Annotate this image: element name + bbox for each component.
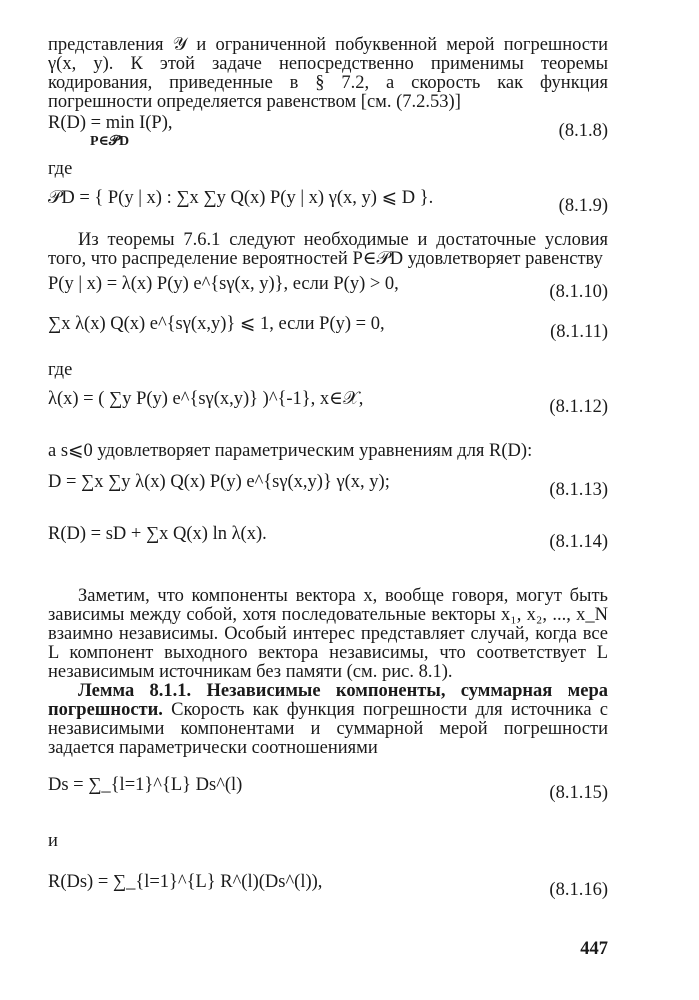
equation-8-1-15 <box>48 776 608 832</box>
equation-number: (8.1.10) <box>549 282 608 302</box>
equation-body: R(D) = sD + ∑x Q(x) ln λ(x). <box>48 524 267 544</box>
equation-number: (8.1.15) <box>549 783 608 803</box>
equation-body: Ds = ∑_{l=1}^{L} Ds^(l) <box>48 775 243 795</box>
equation-body: D = ∑x ∑y λ(x) Q(x) P(y) e^{sγ(x,y)} γ(x, y); <box>48 472 390 492</box>
page-number: 447 <box>580 939 608 959</box>
intro-paragraph: представления 𝒴 и ограниченной побуквенной мерой погрешности γ(x, y). К этой задаче непосредственно применимы теоремы кодирования, приведенные в § 7.2, а скорость как функция погрешности определяется равенством [см. (7.2.53)] <box>48 35 608 112</box>
equation-number: (8.1.11) <box>550 322 608 342</box>
where-label: где <box>48 159 73 179</box>
equation-body: λ(x) = ( ∑y P(y) e^{sγ(x,y)} )^{-1}, x∈𝒳, <box>48 389 364 409</box>
equation-body: R(D) = min I(P), <box>48 113 173 133</box>
equation-8-1-12 <box>48 390 608 438</box>
where-label: где <box>48 360 73 380</box>
note-paragraph: Заметим, что компоненты вектора x, вообще говоря, могут быть зависимы между собой, хотя последовательные векторы x₁, x₂, ..., x_N взаимно независимы. Особый интерес представляет случай, когда все L компонент выходного вектора независимы, что соответствует L независимым источникам без памяти (см. рис. 8.1). <box>48 586 608 682</box>
book-page <box>48 36 608 996</box>
equation-number: (8.1.16) <box>549 880 608 900</box>
equation-number: (8.1.9) <box>558 196 608 216</box>
equation-8-1-10 <box>48 275 608 309</box>
equation-8-1-14 <box>48 525 608 581</box>
equation-body: R(Ds) = ∑_{l=1}^{L} R^(l)(Ds^(l)), <box>48 872 323 892</box>
equation-8-1-8 <box>48 114 608 148</box>
equation-body: P(y | x) = λ(x) P(y) e^{sγ(x, y)}, если P(y) > 0, <box>48 274 399 294</box>
and-label: и <box>48 831 58 851</box>
lemma-text: Скорость как функция погрешности для источника с независимыми компонентами и суммарной мерой погрешности задается параметрически соотношениями <box>48 700 608 758</box>
equation-8-1-9 <box>48 189 608 229</box>
equation-8-1-11 <box>48 315 608 355</box>
equation-8-1-16 <box>48 873 608 929</box>
equation-body: 𝒫D = { P(y | x) : ∑x ∑y Q(x) P(y | x) γ(x, y) ⩽ D }. <box>48 188 434 208</box>
equation-number: (8.1.13) <box>549 480 608 500</box>
equation-body: ∑x λ(x) Q(x) e^{sγ(x,y)} ⩽ 1, если P(y) = 0, <box>48 314 385 334</box>
theorem-paragraph: Из теоремы 7.6.1 следуют необходимые и достаточные условия того, что распределение вероятностей P∈𝒫D удовлетворяет равенству <box>48 230 608 269</box>
lemma-paragraph <box>48 682 608 758</box>
equation-number: (8.1.14) <box>549 532 608 552</box>
equation-subscript: P∈𝒫D <box>90 134 130 149</box>
equation-8-1-13 <box>48 473 608 517</box>
equation-number: (8.1.12) <box>549 397 608 417</box>
parametric-line: а s⩽0 удовлетворяет параметрическим уравнениям для R(D): <box>48 441 533 461</box>
equation-number: (8.1.8) <box>558 121 608 141</box>
lemma-title: Лемма 8.1.1. Независимые компоненты, суммарная мера погрешности. <box>48 681 608 720</box>
